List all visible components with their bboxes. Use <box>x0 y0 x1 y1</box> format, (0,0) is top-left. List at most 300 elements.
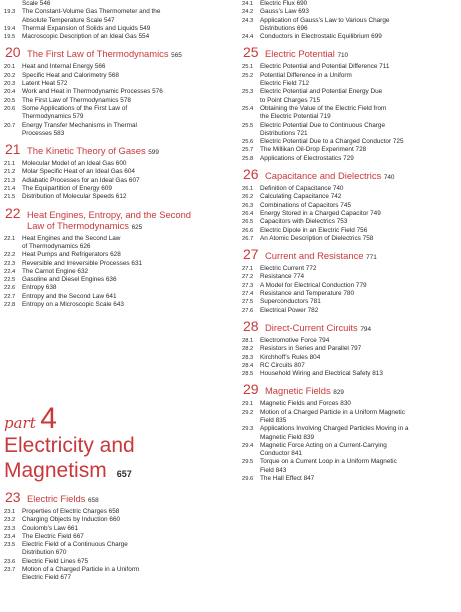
toc-entry <box>242 210 458 218</box>
section-number: 27.5 <box>242 299 254 306</box>
toc-entry <box>242 193 458 201</box>
section-number: 29.1 <box>242 401 254 408</box>
section-title: Conductors in Electrostatic Equilibrium 699 <box>260 33 382 41</box>
section-number: 24.1 <box>242 1 254 7</box>
toc-entry <box>4 541 226 549</box>
section-number: 22.7 <box>4 293 16 300</box>
chapter-title-text2: Law of Thermodynamics <box>27 219 129 231</box>
chapter-number: 23 <box>5 489 21 505</box>
toc-entry <box>242 227 458 235</box>
section-number <box>242 434 260 442</box>
section-title: Resistance 774 <box>260 273 305 281</box>
toc-entry <box>4 97 226 105</box>
section-number: 25.1 <box>242 64 254 71</box>
part-number: 4 <box>40 402 57 435</box>
section-title: Applications Involving Charged Particles Moving in a <box>260 425 409 433</box>
toc-entry <box>242 63 458 71</box>
toc-entry <box>4 122 226 130</box>
section-title: Household Wiring and Electrical Safety 813 <box>260 370 383 378</box>
section-title: Distributions 721 <box>260 129 308 137</box>
section-title: Combinations of Capacitors 745 <box>260 201 351 209</box>
section-title: Applications of Electrostatics 729 <box>260 154 354 162</box>
chapter-heading <box>242 247 458 263</box>
toc-entry <box>242 442 458 450</box>
toc-entry-continued <box>242 417 458 425</box>
section-number: 24.3 <box>242 17 254 24</box>
section-title: Heat and Internal Energy 566 <box>22 63 106 71</box>
section-number <box>242 113 260 121</box>
section-number: 28.4 <box>242 362 254 369</box>
section-number: 20.5 <box>4 97 16 104</box>
chapter-title <box>265 48 348 61</box>
section-title: Magnetic Fields and Forces 830 <box>260 400 351 408</box>
section-title: Electric Potential Due to a Charged Conductor 725 <box>260 138 404 146</box>
section-title: A Model for Electrical Conduction 779 <box>260 281 367 289</box>
section-title: Heat Engines and the Second Law <box>22 234 121 242</box>
section-number: 23.6 <box>4 558 16 565</box>
toc-entry-continued <box>242 130 458 138</box>
section-title: Kirchhoff’s Rules 804 <box>260 353 321 361</box>
section-number: 25.5 <box>242 122 254 129</box>
section-title: Latent Heat 572 <box>22 80 68 88</box>
section-number: 23.1 <box>4 509 16 515</box>
section-title: The Carnot Engine 632 <box>22 267 89 275</box>
toc-entry <box>242 400 458 408</box>
section-title: Heat Pumps and Refrigerators 628 <box>22 251 121 259</box>
part-label: part <box>4 414 36 432</box>
toc-entry <box>4 284 226 292</box>
chapter-heading <box>242 319 458 335</box>
section-title: Distribution 670 <box>22 549 67 557</box>
section-title: The Electric Field 667 <box>22 532 84 540</box>
section-title: Calculating Capacitance 742 <box>260 193 342 201</box>
toc-entry <box>4 268 226 276</box>
section-number: 23.7 <box>4 567 16 574</box>
section-title: to Point Charges 715 <box>260 96 321 104</box>
toc-entry <box>242 475 458 483</box>
section-number: 23.4 <box>4 533 16 540</box>
toc-entry <box>4 168 226 176</box>
section-title: Entropy on a Microscopic Scale 643 <box>22 301 124 309</box>
section-number: 22.4 <box>4 268 16 275</box>
chapter-number: 27 <box>243 246 259 263</box>
section-title: Electric Field Lines 675 <box>22 557 89 565</box>
chapter-page: 829 <box>333 389 344 397</box>
section-title: Molar Specific Heat of an Ideal Gas 604 <box>22 168 135 176</box>
section-number: 25.2 <box>242 72 254 79</box>
chapter-number: 25 <box>243 44 259 61</box>
section-number: 22.5 <box>4 277 16 284</box>
toc-entry <box>4 516 226 524</box>
section-number: 23.5 <box>4 542 16 549</box>
section-title: Definition of Capacitance 740 <box>260 185 344 193</box>
section-number <box>242 25 260 33</box>
section-title: Electromotive Force 794 <box>260 336 330 344</box>
chapter-page: 565 <box>171 52 182 60</box>
chapter-title-text: The Kinetic Theory of Gases <box>27 145 146 157</box>
toc-entry-continued <box>4 130 226 138</box>
section-title: Electric Dipole in an Electric Field 756 <box>260 226 368 234</box>
section-title: Macroscopic Description of an Ideal Gas 554 <box>22 33 150 41</box>
chapter-number: 21 <box>5 141 21 158</box>
section-title: Some Applications of the First Law of <box>22 104 128 112</box>
toc-entry <box>4 25 226 33</box>
toc-entry <box>4 508 226 516</box>
section-number: 24.4 <box>242 34 254 41</box>
toc-entry-continued <box>242 450 458 458</box>
section-number <box>242 130 260 138</box>
section-title: Electrical Power 782 <box>260 306 319 314</box>
section-title: Electric Potential and Potential Energy Due <box>260 88 383 96</box>
section-number: 26.4 <box>242 210 254 217</box>
section-number: 23.3 <box>4 525 16 532</box>
section-title: Distributions 696 <box>260 24 308 32</box>
toc-entry <box>4 72 226 80</box>
toc-entry-continued <box>4 243 226 251</box>
section-number: 21.4 <box>4 186 16 193</box>
section-number: 20.2 <box>4 72 16 79</box>
toc-entry <box>242 155 458 163</box>
section-number: 28.5 <box>242 371 254 378</box>
section-number: 26.2 <box>242 194 254 201</box>
toc-entry-continued <box>242 434 458 442</box>
toc-entry <box>242 235 458 243</box>
section-number: 24.2 <box>242 9 254 16</box>
section-number: 19.5 <box>4 34 16 41</box>
section-title: Entropy 638 <box>22 284 57 292</box>
section-title: Field 835 <box>260 416 287 424</box>
toc-entry <box>4 33 226 41</box>
section-number: 19.4 <box>4 25 16 32</box>
chapter-title-text: Current and Resistance <box>265 250 364 262</box>
section-title: Reversible and Irreversible Processes 631 <box>22 259 143 267</box>
section-number: 26.3 <box>242 202 254 209</box>
chapter-number: 28 <box>243 317 259 334</box>
toc-entry <box>4 293 226 301</box>
chapter-title <box>265 250 377 263</box>
toc-entry <box>4 8 226 16</box>
section-number: 25.3 <box>242 89 254 96</box>
section-number: 25.4 <box>242 105 254 112</box>
toc-entry <box>242 202 458 210</box>
section-title: Adiabatic Processes for an Ideal Gas 607 <box>22 176 140 184</box>
toc-entry <box>4 235 226 243</box>
toc-entry <box>4 88 226 96</box>
toc-entry <box>242 17 458 25</box>
chapter-title-text: Capacitance and Dielectrics <box>265 170 382 182</box>
section-title: of Thermodynamics 626 <box>22 242 91 250</box>
section-number: 29.4 <box>242 442 254 449</box>
chapter-title <box>265 385 344 398</box>
chapter-heading <box>242 382 458 398</box>
section-title: Thermal Expansion of Solids and Liquids 549 <box>22 24 151 32</box>
section-number <box>4 0 22 8</box>
section-number: 29.6 <box>242 476 254 483</box>
chapter-page: 710 <box>337 52 349 60</box>
toc-entry-continued <box>242 113 458 121</box>
section-title: Molecular Model of an Ideal Gas 600 <box>22 160 127 168</box>
toc-entry <box>242 185 458 193</box>
toc-entry <box>242 354 458 362</box>
part-title-line1: Electricity and <box>4 434 135 457</box>
part-title-line2 <box>4 459 226 486</box>
section-number: 25.6 <box>242 139 254 146</box>
section-title: The First Law of Thermodynamics 578 <box>22 96 131 104</box>
chapter-heading <box>4 142 226 158</box>
section-number: 22.1 <box>4 235 16 242</box>
section-number <box>4 113 22 121</box>
toc-entry <box>4 558 226 566</box>
chapter-title <box>27 493 99 506</box>
toc-entry <box>242 122 458 130</box>
chapter-heading <box>242 45 458 61</box>
section-number <box>242 97 260 105</box>
toc-entry <box>4 525 226 533</box>
toc-entry <box>242 8 458 16</box>
section-title: Thermodynamics 579 <box>22 113 84 121</box>
section-number: 28.2 <box>242 346 254 353</box>
section-title: Processes 583 <box>22 129 65 137</box>
section-title: Resistance and Temperature 780 <box>260 290 355 298</box>
section-title: Motion of a Charged Particle in a Uniform <box>22 566 140 574</box>
chapter-page: 740 <box>383 174 395 182</box>
section-title: The Hall Effect 847 <box>260 475 315 483</box>
chapter-title-text: Heat Engines, Entropy, and the Second <box>27 208 191 220</box>
section-number: 25.8 <box>242 155 254 162</box>
toc-entry <box>242 298 458 306</box>
chapter-title <box>27 209 191 233</box>
section-number: 22.3 <box>4 260 16 267</box>
section-title: The Equipartition of Energy 609 <box>22 185 112 193</box>
section-title: Entropy and the Second Law 641 <box>22 292 117 300</box>
section-number: 22.6 <box>4 285 16 292</box>
toc-entry <box>242 458 458 466</box>
section-number <box>242 467 260 475</box>
section-title: Electric Potential and Potential Difference 711 <box>260 63 390 71</box>
toc-entry <box>4 105 226 113</box>
toc-entry <box>242 425 458 433</box>
toc-entry <box>4 177 226 185</box>
section-number: 27.6 <box>242 307 254 314</box>
toc-entry <box>4 533 226 541</box>
toc-entry <box>4 193 226 201</box>
section-title: Magnetic Field 839 <box>260 433 314 441</box>
section-title: Electric Field 712 <box>260 80 310 88</box>
toc-entry <box>242 282 458 290</box>
chapter-title-text: Electric Potential <box>265 48 335 60</box>
section-title: Resistors in Series and Parallel 797 <box>260 345 362 353</box>
section-title: Field 843 <box>260 466 287 474</box>
chapter-page: 599 <box>148 149 159 157</box>
chapter-title-text: The First Law of Thermodynamics <box>27 48 169 60</box>
section-title: Electric Flux 690 <box>260 0 308 7</box>
section-title: Gasoline and Diesel Engines 636 <box>22 276 117 284</box>
toc-entry <box>242 265 458 273</box>
chapter-number: 20 <box>5 44 21 61</box>
section-title: Scale 546 <box>22 0 51 7</box>
section-title: Properties of Electric Charges 658 <box>22 508 120 515</box>
chapter-number: 29 <box>243 381 259 398</box>
section-title: Coulomb’s Law 661 <box>22 524 79 532</box>
section-title: Electric Field 677 <box>22 574 72 582</box>
section-number <box>4 130 22 138</box>
section-title: Charging Objects by Induction 660 <box>22 516 121 524</box>
toc-entry <box>242 146 458 154</box>
section-title: Energy Stored in a Charged Capacitor 749 <box>260 209 381 217</box>
section-number: 19.3 <box>4 9 16 16</box>
chapter-page: 771 <box>366 254 377 262</box>
toc-entry-continued <box>242 97 458 105</box>
section-number <box>4 243 22 251</box>
toc-entry <box>242 307 458 315</box>
chapter-title <box>265 170 395 183</box>
section-number: 29.2 <box>242 409 254 416</box>
section-title: Potential Difference in a Uniform <box>260 71 352 79</box>
section-title: Conductor 841 <box>260 450 302 458</box>
toc-right-column <box>242 0 458 483</box>
section-title: Electric Field of a Continuous Charge <box>22 541 128 549</box>
chapter-title-text: Electric Fields <box>27 493 86 504</box>
toc-entry <box>242 409 458 417</box>
chapter-page: 625 <box>131 223 143 231</box>
toc-entry <box>4 251 226 259</box>
toc-entry <box>4 301 226 309</box>
section-number: 22.2 <box>4 252 16 259</box>
toc-entry <box>242 362 458 370</box>
section-number: 22.8 <box>4 302 16 309</box>
part-title-text: Magnetism <box>4 459 107 482</box>
section-title: Obtaining the Value of the Electric Field from <box>260 104 387 112</box>
toc-entry <box>4 0 226 8</box>
toc-entry <box>4 63 226 71</box>
toc-entry-continued <box>242 25 458 33</box>
chapter-heading <box>4 206 226 233</box>
section-title: Work and Heat in Thermodynamic Processes 576 <box>22 88 163 96</box>
section-number: 25.7 <box>242 147 254 154</box>
toc-entry-continued <box>242 467 458 475</box>
toc-entry <box>242 72 458 80</box>
toc-entry <box>242 290 458 298</box>
chapter-title <box>265 322 371 335</box>
section-number: 21.5 <box>4 194 16 201</box>
section-number: 20.1 <box>4 64 16 71</box>
chapter-page: 794 <box>360 325 372 333</box>
part-page: 657 <box>116 469 132 479</box>
section-title: The Constant-Volume Gas Thermometer and the <box>22 8 161 16</box>
toc-entry <box>242 337 458 345</box>
section-title: Magnetic Force Acting on a Current-Carrying <box>260 441 387 449</box>
toc-entry <box>242 345 458 353</box>
toc-entry <box>4 80 226 88</box>
toc-entry <box>4 185 226 193</box>
toc-entry <box>4 260 226 268</box>
toc-entry <box>242 105 458 113</box>
section-number <box>242 80 260 88</box>
section-title: Specific Heat and Calorimetry 568 <box>22 71 119 79</box>
section-number: 27.2 <box>242 274 254 281</box>
section-title: The Millikan Oil-Drop Experiment 728 <box>260 146 367 154</box>
section-title: Distribution of Molecular Speeds 612 <box>22 193 127 201</box>
chapter-number: 26 <box>243 166 259 183</box>
toc-entry-continued <box>4 574 226 582</box>
section-title: Energy Transfer Mechanisms in Thermal <box>22 121 137 129</box>
section-number: 27.1 <box>242 266 254 273</box>
toc-entry-continued <box>4 113 226 121</box>
toc-entry <box>242 138 458 146</box>
section-number: 21.3 <box>4 177 16 184</box>
toc-entry-continued <box>242 80 458 88</box>
section-title: Application of Gauss’s Law to Various Charge <box>260 16 390 24</box>
section-number: 20.6 <box>4 105 16 112</box>
section-number: 26.7 <box>242 235 254 242</box>
toc-entry <box>4 566 226 574</box>
toc-entry <box>242 218 458 226</box>
chapter-title <box>27 145 159 158</box>
toc-entry <box>242 273 458 281</box>
section-number: 20.3 <box>4 81 16 88</box>
part-heading <box>4 402 226 583</box>
section-number: 27.3 <box>242 282 254 289</box>
toc-entry <box>242 88 458 96</box>
section-title: Superconductors 781 <box>260 298 321 306</box>
section-title: Electric Potential Due to Continuous Charge <box>260 121 386 129</box>
section-number: 28.3 <box>242 354 254 361</box>
toc-left-column <box>4 0 226 309</box>
toc-entry <box>242 0 458 8</box>
toc-entry <box>4 160 226 168</box>
section-number: 26.6 <box>242 227 254 234</box>
section-number <box>4 549 22 557</box>
section-number: 27.4 <box>242 291 254 298</box>
chapter-heading <box>4 45 226 61</box>
section-title: Torque on a Current Loop in a Uniform Magnetic <box>260 458 397 466</box>
section-number: 21.2 <box>4 169 16 176</box>
section-number <box>242 417 260 425</box>
section-title: the Electric Potential 719 <box>260 113 331 121</box>
toc-entry-continued <box>4 549 226 557</box>
section-number <box>4 574 22 582</box>
toc-entry <box>4 276 226 284</box>
toc-entry <box>242 370 458 378</box>
section-title: Capacitors with Dielectrics 753 <box>260 218 348 226</box>
toc-entry-continued <box>4 17 226 25</box>
section-title: Absolute Temperature Scale 547 <box>22 16 115 24</box>
chapter-title-text: Direct-Current Circuits <box>265 321 358 333</box>
section-number: 20.4 <box>4 89 16 96</box>
section-number: 23.2 <box>4 517 16 524</box>
section-number: 26.1 <box>242 186 254 193</box>
section-number: 29.3 <box>242 426 254 433</box>
section-title: Electric Current 772 <box>260 265 317 273</box>
section-number: 28.1 <box>242 337 254 344</box>
section-title: An Atomic Description of Dielectrics 758 <box>260 234 374 242</box>
section-number: 29.5 <box>242 459 254 466</box>
chapter-page: 658 <box>87 497 99 504</box>
section-number <box>242 450 260 458</box>
chapter-number: 22 <box>5 204 21 221</box>
chapter-title <box>27 48 182 61</box>
toc-entry <box>242 33 458 41</box>
section-number <box>4 17 22 25</box>
chapter-heading <box>242 167 458 183</box>
section-number: 20.7 <box>4 122 16 129</box>
toc-left-bottom <box>4 490 226 583</box>
section-title: Motion of a Charged Particle in a Uniform Magnetic <box>260 408 405 416</box>
section-number: 21.1 <box>4 161 16 168</box>
section-title: Gauss’s Law 693 <box>260 8 309 16</box>
section-title: RC Circuits 807 <box>260 361 305 369</box>
chapter-heading <box>4 490 226 506</box>
